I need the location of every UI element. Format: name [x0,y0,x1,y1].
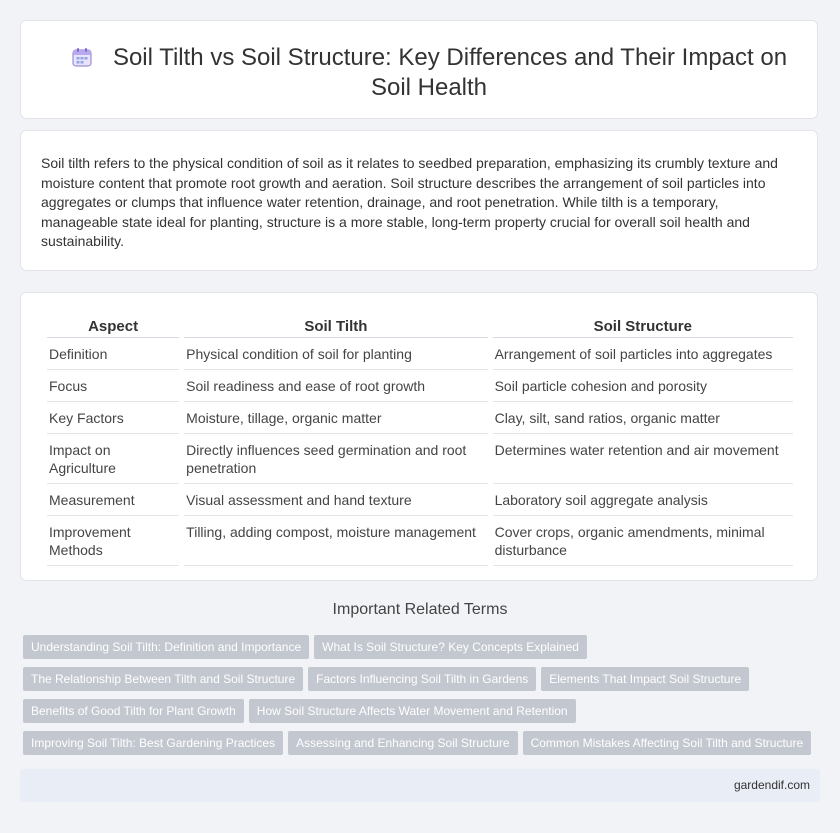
comparison-table [42,315,798,566]
table-row [47,338,793,370]
table-cell: Physical condition of soil for planting [184,338,487,370]
table-cell: Impact on Agriculture [47,434,179,484]
intro-card [20,130,818,271]
related-terms-heading: Important Related Terms [332,601,508,618]
table-cell: Improvement Methods [47,516,179,566]
related-term-link[interactable]: Assessing and Enhancing Soil Structure [288,731,517,755]
related-term-link[interactable]: Elements That Impact Soil Structure [541,667,749,691]
page-title-wrap [61,43,797,103]
table-row [47,402,793,434]
related-term-link[interactable]: How Soil Structure Affects Water Movement and Retention [249,699,576,723]
table-cell: Determines water retention and air movement [493,434,793,484]
header-card [20,20,818,119]
comparison-table-card [20,292,818,581]
table-header-row [47,315,793,338]
related-term-link[interactable]: Common Mistakes Affecting Soil Tilth and Structure [523,731,812,755]
table-cell: Measurement [47,484,179,516]
table-cell: Soil readiness and ease of root growth [184,370,487,402]
footer-site-link[interactable]: gardendif.com [733,778,810,792]
header-soil-tilth: Soil Tilth [184,315,487,338]
table-cell: Arrangement of soil particles into aggregates [493,338,793,370]
table-cell: Visual assessment and hand texture [184,484,487,516]
page-title: Soil Tilth vs Soil Structure: Key Differences and Their Impact on Soil Health [112,44,788,101]
table-cell: Clay, silt, sand ratios, organic matter [493,402,793,434]
table-cell: Cover crops, organic amendments, minimal disturbance [493,516,793,566]
table-cell: Definition [47,338,179,370]
related-term-link[interactable]: Benefits of Good Tilth for Plant Growth [23,699,244,723]
table-cell: Moisture, tillage, organic matter [184,402,487,434]
related-term-link[interactable]: The Relationship Between Tilth and Soil Structure [23,667,303,691]
table-cell: Tilling, adding compost, moisture management [184,516,487,566]
related-terms-list [23,635,823,763]
header-aspect: Aspect [47,315,179,338]
intro-paragraph: Soil tilth refers to the physical condition of soil as it relates to seedbed preparation, emphasizing its crumbly texture and moisture content that promote root growth and aeration. Soil structure describes the arrangement of soil particles into aggregates or clumps that influence water retention, drainage, and root penetration. While tilth is a temporary, manageable state ideal for planting, structure is a more stable, long-term property crucial for overall soil health and sustainability. [41,155,778,250]
table-row [47,370,793,402]
related-term-link[interactable]: Understanding Soil Tilth: Definition and Importance [23,635,309,659]
header-soil-structure: Soil Structure [493,315,793,338]
table-row [47,434,793,484]
related-term-link[interactable]: Improving Soil Tilth: Best Gardening Practices [23,731,283,755]
related-term-link[interactable]: Factors Influencing Soil Tilth in Gardens [308,667,536,691]
calendar-icon [71,46,93,68]
table-cell: Directly influences seed germination and root penetration [184,434,487,484]
table-row [47,516,793,566]
related-term-link[interactable]: What Is Soil Structure? Key Concepts Explained [314,635,587,659]
table-cell: Key Factors [47,402,179,434]
footer [20,769,820,802]
table-cell: Soil particle cohesion and porosity [493,370,793,402]
table-row [47,484,793,516]
table-cell: Focus [47,370,179,402]
table-cell: Laboratory soil aggregate analysis [493,484,793,516]
